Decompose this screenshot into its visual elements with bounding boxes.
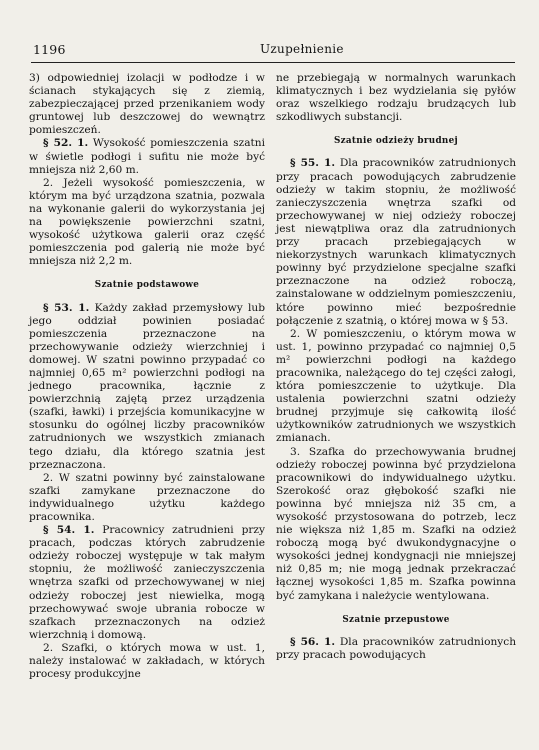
section-number: § 53. 1. (43, 301, 90, 314)
section-number: § 56. 1. (290, 635, 336, 648)
section-number: § 54. 1. (43, 524, 95, 537)
paragraph-text: Wysokość pomieszczenia szatni w świetle podłogi i sufitu nie może być mniejsza niż 2,60 m. (29, 137, 265, 176)
paragraph-53-2: 2. W szatni powinny być zainstalowane szafki zamykane przeznaczone do indywidualnego użytku każdego pracownika. (29, 471, 265, 523)
left-column (29, 72, 265, 681)
paragraph-55-2: 2. W pomieszczeniu, o którym mowa w ust. 1, powinno przypadać co najmniej 0,5 m² powierzchni podłogi na każdego pracownika, należącego do tej części załogi, która pomieszczenie to użytkuje. Dla ustalenia powierzchni szatni odzieży brudnej przyjmuje się całkowitą ilość użytkowników zatrudnionych we wszystkich zmianach. (276, 327, 516, 445)
page-header (31, 40, 515, 63)
paragraph-text: Pracownicy zatrudnieni przy pracach, podczas których zabrudzenie odzieży roboczej występuje w tak małym stopniu, że możliwość zanieczyszczenia wnętrza szafki od przechowywanej w niej odzieży roboczej jest niewielka, mogą przechowywać swoje ubrania robocze w szafkach przeznaczonych na odzież wierzchnią i domową. (29, 524, 265, 641)
paragraph-52-1 (29, 137, 265, 176)
running-title: Uzupełnienie (260, 42, 344, 56)
section-heading: Szatnie podstawowe (94, 280, 200, 291)
paragraph-56-1 (276, 636, 516, 662)
paragraph-52-2: 2. Jeżeli wysokość pomieszczenia, w którym ma być urządzona szatnia, pozwala na wykonanie galerii do wykorzystania jej na powiększenie powierzchni szatni, wysokość użytkowa galerii oraz część pomieszczenia pod galerią nie może być mniejsza niż 2,2 m. (29, 176, 265, 268)
paragraph-text: Dla pracowników zatrudnionych przy pracach powodujących (276, 635, 517, 661)
paragraph-text: Dla pracowników zatrudnionych przy pracach powodujących zabrudzenie odzieży w takim stopniu, że możliwość zanieczyszczenia wnętrza szafki od przechowywanej w niej odzieży roboczej jest niewątpliwa oraz dla zatrudnionych przy pracach przebiegających w niekorzystnych warunkach klimatycznych powinny być przydzielone specjalne szafki przeznaczone na odzież roboczą, zainstalowane w oddzielnym pomieszczeniu, które powinno mieć bezpośrednie połączenie z szatnią, o której mowa w § 53. (276, 157, 517, 327)
paragraph-item-3: 3) odpowiedniej izolacji w podłodze i w ścianach stykających się z ziemią, zabezpieczającej przed przenikaniem wody gruntowej lub deszczowej do wewnątrz pomieszczeń. (29, 72, 265, 137)
paragraph-55-3: 3. Szafka do przechowywania brudnej odzieży roboczej powinna być przydzielona pracownikowi do indywidualnego użytku. Szerokość oraz głębokość szafki nie powinna być mniejsza niż 35 cm, a wysokość przystosowana do potrzeb, lecz nie większa niż 1,85 m. Szafki na odzież roboczą mogą być dwukondygnacyjne o wysokości jednej kondygnacji nie mniejszej niż 0,85 m; nie mogą jednak przekraczać łącznej wysokości 1,85 m. Szafka powinna być zamykana i należycie wentylowana. (276, 445, 516, 602)
section-heading: Szatnie odzieży brudnej (333, 136, 459, 147)
section-number: § 52. 1. (43, 137, 89, 150)
paragraph-continuation: ne przebiegają w normalnych warunkach klimatycznych i bez wydzielania się pyłów oraz wszelkiego rodzaju brudzących lub szkodliwych substancji. (276, 72, 516, 124)
page-number: 1196 (33, 42, 66, 57)
section-heading: Szatnie przepustowe (342, 614, 450, 625)
paragraph-54-2: 2. Szafki, o których mowa w ust. 1, należy instalować w zakładach, w których procesy produkcyjne (29, 641, 265, 681)
paragraph-54-1 (29, 524, 265, 642)
paragraph-55-1 (276, 157, 516, 327)
section-number: § 55. 1. (290, 157, 336, 170)
paragraph-53-1 (29, 302, 265, 472)
paragraph-text: Każdy zakład przemysłowy lub jego oddział powinien posiadać pomieszczenia przeznaczone na przechowywanie odzieży wierzchniej i domowej. W szatni powinno przypadać co najmniej 0,65 m² powierzchni podłogi na jednego pracownika, łącznie z powierzchnią zajętą przez urządzenia (szafki, ławki) i przejścia komunikacyjne w stosunku do ogólnej liczby pracowników zatrudnionych we wszystkich zmianach tego działu, dla którego szatnia jest przeznaczona. (29, 301, 265, 471)
right-column (276, 72, 516, 662)
